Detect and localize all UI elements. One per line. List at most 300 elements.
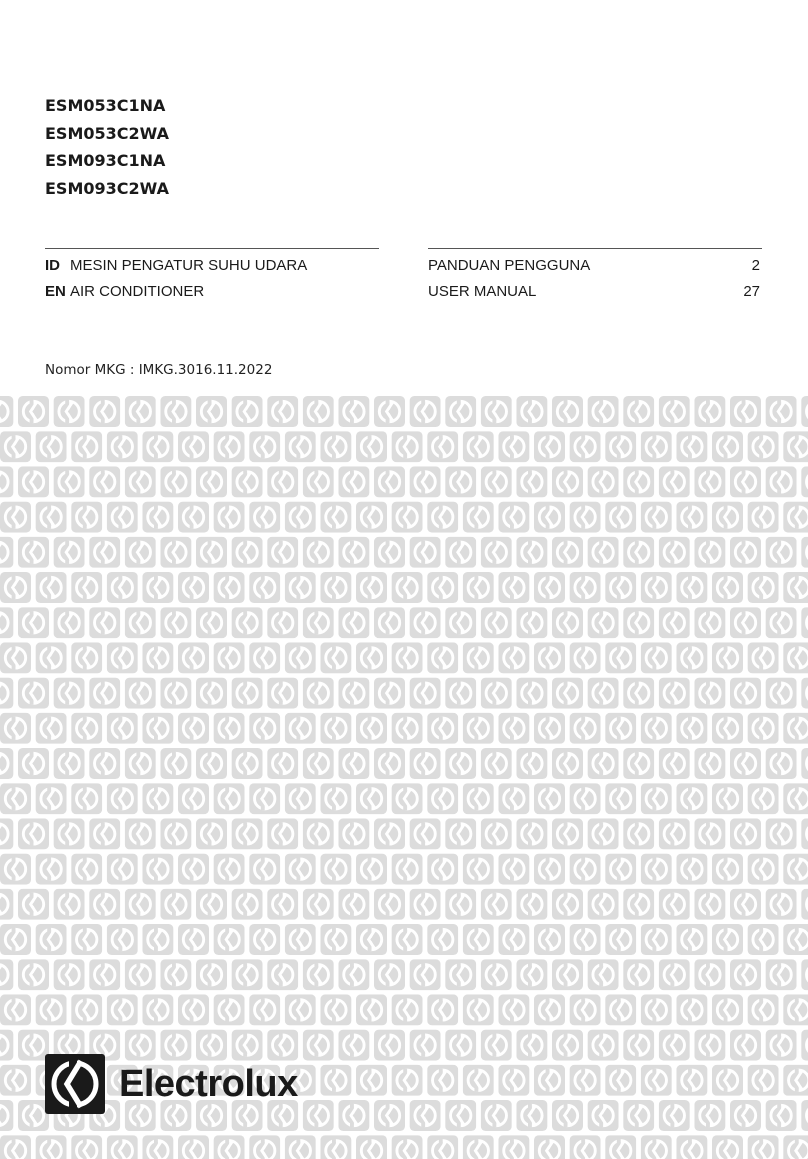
pattern-logo-tile	[232, 959, 263, 990]
pattern-logo-tile	[338, 678, 369, 709]
pattern-logo-tile	[481, 678, 512, 709]
pattern-logo-tile	[320, 854, 351, 885]
pattern-logo-tile	[410, 607, 441, 638]
pattern-logo-tile	[623, 537, 654, 568]
pattern-logo-tile	[160, 748, 191, 779]
pattern-logo-tile	[54, 396, 85, 427]
pattern-logo-tile	[712, 431, 743, 462]
pattern-logo-tile	[303, 959, 334, 990]
pattern-logo-tile	[89, 607, 120, 638]
pattern-logo-tile	[641, 783, 672, 814]
pattern-logo-tile	[356, 1135, 387, 1159]
pattern-logo-tile	[694, 959, 725, 990]
pattern-logo-tile	[783, 713, 808, 744]
pattern-logo-tile	[232, 607, 263, 638]
pattern-logo-tile	[570, 713, 601, 744]
pattern-logo-tile	[694, 537, 725, 568]
pattern-logo-tile	[605, 642, 636, 673]
manual-name: PANDUAN PENGGUNA	[428, 257, 591, 274]
pattern-logo-tile	[285, 502, 316, 533]
pattern-logo-tile	[374, 959, 405, 990]
pattern-logo-tile	[214, 431, 245, 462]
pattern-logo-tile	[463, 572, 494, 603]
pattern-logo-tile	[712, 502, 743, 533]
pattern-logo-tile	[356, 783, 387, 814]
model-number: ESM093C2WA	[45, 178, 169, 198]
pattern-logo-tile	[694, 466, 725, 497]
pattern-logo-tile	[267, 748, 298, 779]
pattern-logo-tile	[570, 1135, 601, 1159]
pattern-logo-tile	[142, 713, 173, 744]
pattern-logo-tile	[481, 959, 512, 990]
pattern-logo-tile	[463, 502, 494, 533]
pattern-logo-tile	[196, 959, 227, 990]
pattern-logo-tile	[249, 431, 280, 462]
pattern-logo-tile	[232, 818, 263, 849]
pattern-logo-tile	[36, 431, 67, 462]
pattern-logo-tile	[427, 783, 458, 814]
pattern-logo-tile	[125, 818, 156, 849]
pattern-logo-tile	[783, 924, 808, 955]
manual-name: USER MANUAL	[428, 283, 537, 300]
pattern-logo-tile	[552, 889, 583, 920]
pattern-logo-tile	[71, 783, 102, 814]
pattern-logo-tile	[356, 994, 387, 1025]
pattern-logo-tile	[534, 572, 565, 603]
pattern-logo-tile	[36, 994, 67, 1025]
pattern-logo-tile	[392, 783, 423, 814]
pattern-logo-tile	[801, 1030, 808, 1061]
pattern-logo-tile	[0, 1030, 13, 1061]
pattern-logo-tile	[552, 1100, 583, 1131]
pattern-logo-tile	[249, 572, 280, 603]
pattern-logo-tile	[285, 854, 316, 885]
pattern-logo-tile	[178, 783, 209, 814]
pattern-logo-tile	[712, 924, 743, 955]
pattern-logo-tile	[659, 607, 690, 638]
pattern-logo-tile	[676, 1135, 707, 1159]
pattern-logo-tile	[445, 466, 476, 497]
pattern-logo-tile	[427, 924, 458, 955]
pattern-logo-tile	[320, 431, 351, 462]
pattern-logo-tile	[801, 818, 808, 849]
pattern-logo-tile	[498, 854, 529, 885]
pattern-logo-tile	[748, 924, 779, 955]
pattern-logo-tile	[36, 502, 67, 533]
pattern-logo-tile	[676, 642, 707, 673]
pattern-logo-tile	[410, 748, 441, 779]
pattern-logo-tile	[783, 994, 808, 1025]
pattern-logo-tile	[107, 502, 138, 533]
pattern-logo-tile	[107, 994, 138, 1025]
pattern-logo-tile	[392, 1065, 423, 1096]
pattern-logo-tile	[659, 818, 690, 849]
pattern-logo-tile	[427, 994, 458, 1025]
pattern-logo-tile	[125, 678, 156, 709]
pattern-logo-tile	[463, 1135, 494, 1159]
pattern-logo-tile	[54, 678, 85, 709]
pattern-logo-tile	[410, 678, 441, 709]
pattern-logo-tile	[570, 924, 601, 955]
pattern-logo-tile	[712, 572, 743, 603]
pattern-logo-tile	[374, 1100, 405, 1131]
pattern-logo-tile	[338, 1030, 369, 1061]
pattern-logo-tile	[463, 854, 494, 885]
pattern-logo-tile	[160, 607, 191, 638]
pattern-logo-tile	[534, 713, 565, 744]
pattern-logo-tile	[0, 678, 13, 709]
pattern-logo-tile	[445, 537, 476, 568]
pattern-logo-tile	[54, 748, 85, 779]
pattern-logo-tile	[801, 607, 808, 638]
pattern-logo-tile	[125, 607, 156, 638]
pattern-logo-tile	[659, 889, 690, 920]
pattern-logo-tile	[534, 502, 565, 533]
logo-pattern-background	[0, 396, 808, 1159]
language-row-en	[0, 283, 808, 303]
pattern-logo-tile	[801, 748, 808, 779]
pattern-logo-tile	[588, 396, 619, 427]
pattern-logo-tile	[676, 431, 707, 462]
pattern-logo-tile	[712, 783, 743, 814]
pattern-logo-tile	[338, 1100, 369, 1131]
pattern-logo-tile	[748, 1135, 779, 1159]
pattern-logo-tile	[463, 431, 494, 462]
pattern-logo-tile	[410, 959, 441, 990]
pattern-logo-tile	[249, 642, 280, 673]
pattern-logo-tile	[303, 1100, 334, 1131]
pattern-logo-tile	[303, 818, 334, 849]
pattern-logo-tile	[534, 994, 565, 1025]
pattern-logo-tile	[249, 854, 280, 885]
pattern-logo-tile	[160, 959, 191, 990]
pattern-logo-tile	[214, 994, 245, 1025]
pattern-logo-tile	[676, 1065, 707, 1096]
pattern-logo-tile	[498, 1065, 529, 1096]
pattern-logo-tile	[694, 889, 725, 920]
pattern-logo-tile	[676, 713, 707, 744]
pattern-logo-tile	[481, 818, 512, 849]
pattern-logo-tile	[801, 889, 808, 920]
pattern-logo-tile	[125, 748, 156, 779]
pattern-logo-tile	[676, 994, 707, 1025]
pattern-logo-tile	[356, 854, 387, 885]
pattern-logo-tile	[285, 713, 316, 744]
pattern-logo-tile	[107, 642, 138, 673]
pattern-logo-tile	[481, 748, 512, 779]
pattern-logo-tile	[338, 396, 369, 427]
product-title: AIR CONDITIONER	[70, 283, 205, 300]
pattern-logo-tile	[125, 396, 156, 427]
pattern-logo-tile	[623, 678, 654, 709]
pattern-logo-tile	[54, 537, 85, 568]
pattern-logo-tile	[71, 924, 102, 955]
pattern-logo-tile	[641, 713, 672, 744]
pattern-logo-tile	[516, 466, 547, 497]
pattern-logo-tile	[552, 396, 583, 427]
divider-left	[45, 248, 379, 249]
pattern-logo-tile	[712, 1065, 743, 1096]
pattern-logo-tile	[766, 537, 797, 568]
pattern-logo-tile	[18, 537, 49, 568]
pattern-logo-tile	[534, 1135, 565, 1159]
pattern-logo-tile	[570, 994, 601, 1025]
pattern-logo-tile	[641, 502, 672, 533]
pattern-logo-tile	[427, 431, 458, 462]
pattern-logo-tile	[320, 783, 351, 814]
pattern-logo-tile	[641, 854, 672, 885]
pattern-logo-tile	[36, 713, 67, 744]
pattern-logo-tile	[392, 1135, 423, 1159]
language-code: ID	[45, 257, 60, 274]
pattern-logo-tile	[498, 572, 529, 603]
pattern-logo-tile	[463, 642, 494, 673]
pattern-logo-tile	[107, 572, 138, 603]
pattern-logo-tile	[445, 607, 476, 638]
pattern-logo-tile	[249, 924, 280, 955]
pattern-logo-tile	[142, 572, 173, 603]
pattern-logo-tile	[730, 748, 761, 779]
pattern-logo-tile	[107, 924, 138, 955]
pattern-logo-tile	[748, 783, 779, 814]
pattern-logo-tile	[676, 572, 707, 603]
pattern-logo-tile	[445, 1030, 476, 1061]
pattern-logo-tile	[178, 1135, 209, 1159]
pattern-logo-tile	[374, 889, 405, 920]
pattern-logo-tile	[748, 854, 779, 885]
pattern-logo-tile	[196, 607, 227, 638]
pattern-logo-tile	[766, 889, 797, 920]
pattern-logo-tile	[712, 994, 743, 1025]
pattern-logo-tile	[516, 1030, 547, 1061]
pattern-logo-tile	[374, 607, 405, 638]
pattern-logo-tile	[534, 642, 565, 673]
brand-name: Electrolux	[119, 1062, 298, 1105]
pattern-logo-tile	[694, 818, 725, 849]
pattern-logo-tile	[36, 924, 67, 955]
pattern-logo-tile	[801, 678, 808, 709]
pattern-logo-tile	[374, 537, 405, 568]
language-row-id	[0, 257, 808, 277]
pattern-logo-tile	[588, 818, 619, 849]
pattern-logo-tile	[142, 1135, 173, 1159]
pattern-logo-tile	[338, 466, 369, 497]
pattern-logo-tile	[410, 466, 441, 497]
pattern-logo-tile	[588, 537, 619, 568]
pattern-logo-tile	[659, 748, 690, 779]
pattern-logo-tile	[516, 396, 547, 427]
pattern-logo-tile	[676, 854, 707, 885]
pattern-logo-tile	[125, 466, 156, 497]
pattern-logo-tile	[160, 396, 191, 427]
pattern-logo-tile	[196, 748, 227, 779]
pattern-logo-tile	[107, 854, 138, 885]
pattern-logo-tile	[196, 466, 227, 497]
page-number: 27	[743, 283, 760, 300]
pattern-logo-tile	[338, 607, 369, 638]
pattern-logo-tile	[445, 1100, 476, 1131]
pattern-logo-tile	[320, 642, 351, 673]
pattern-logo-tile	[445, 396, 476, 427]
pattern-logo-tile	[427, 642, 458, 673]
pattern-logo-tile	[232, 748, 263, 779]
pattern-logo-tile	[427, 502, 458, 533]
pattern-logo-tile	[659, 537, 690, 568]
pattern-logo-tile	[605, 854, 636, 885]
pattern-logo-tile	[605, 994, 636, 1025]
pattern-logo-tile	[18, 818, 49, 849]
pattern-logo-tile	[570, 1065, 601, 1096]
pattern-logo-tile	[570, 642, 601, 673]
pattern-logo-tile	[267, 537, 298, 568]
pattern-logo-tile	[303, 466, 334, 497]
electrolux-logo-icon	[45, 1054, 105, 1114]
pattern-logo-tile	[142, 783, 173, 814]
pattern-logo-tile	[605, 924, 636, 955]
pattern-logo-tile	[71, 1135, 102, 1159]
pattern-logo-tile	[516, 1100, 547, 1131]
pattern-logo-tile	[659, 1100, 690, 1131]
pattern-logo-tile	[54, 466, 85, 497]
pattern-logo-tile	[196, 678, 227, 709]
pattern-logo-tile	[267, 889, 298, 920]
pattern-logo-tile	[445, 748, 476, 779]
pattern-logo-tile	[410, 396, 441, 427]
pattern-logo-tile	[196, 396, 227, 427]
pattern-logo-tile	[748, 1065, 779, 1096]
pattern-logo-tile	[303, 537, 334, 568]
pattern-logo-tile	[516, 889, 547, 920]
pattern-logo-tile	[320, 994, 351, 1025]
pattern-logo-tile	[445, 818, 476, 849]
pattern-logo-tile	[605, 502, 636, 533]
pattern-logo-tile	[534, 924, 565, 955]
pattern-logo-tile	[570, 431, 601, 462]
pattern-logo-tile	[178, 572, 209, 603]
pattern-logo-tile	[498, 713, 529, 744]
pattern-logo-tile	[730, 889, 761, 920]
pattern-logo-tile	[659, 678, 690, 709]
pattern-logo-tile	[338, 959, 369, 990]
pattern-logo-tile	[356, 572, 387, 603]
pattern-logo-tile	[766, 748, 797, 779]
mkg-number: Nomor MKG : IMKG.3016.11.2022	[45, 362, 273, 378]
pattern-logo-tile	[623, 889, 654, 920]
pattern-logo-tile	[249, 1135, 280, 1159]
pattern-logo-tile	[516, 748, 547, 779]
pattern-logo-tile	[712, 642, 743, 673]
pattern-logo-tile	[410, 1030, 441, 1061]
pattern-logo-tile	[730, 1100, 761, 1131]
pattern-logo-tile	[232, 889, 263, 920]
pattern-logo-tile	[267, 959, 298, 990]
pattern-logo-tile	[801, 1100, 808, 1131]
pattern-logo-tile	[36, 1135, 67, 1159]
pattern-logo-tile	[801, 959, 808, 990]
pattern-logo-tile	[249, 994, 280, 1025]
pattern-logo-tile	[588, 1100, 619, 1131]
pattern-logo-tile	[214, 783, 245, 814]
pattern-logo-tile	[0, 396, 13, 427]
pattern-logo-tile	[588, 889, 619, 920]
pattern-logo-tile	[766, 1100, 797, 1131]
pattern-logo-tile	[766, 607, 797, 638]
pattern-logo-tile	[356, 713, 387, 744]
pattern-logo-tile	[783, 502, 808, 533]
pattern-logo-tile	[392, 994, 423, 1025]
pattern-logo-tile	[160, 678, 191, 709]
pattern-logo-tile	[730, 607, 761, 638]
pattern-logo-tile	[623, 1030, 654, 1061]
pattern-logo-tile	[54, 818, 85, 849]
pattern-logo-tile	[178, 994, 209, 1025]
pattern-logo-tile	[178, 924, 209, 955]
pattern-logo-tile	[374, 1030, 405, 1061]
pattern-logo-tile	[338, 748, 369, 779]
model-list	[45, 92, 169, 202]
pattern-logo-tile	[427, 713, 458, 744]
pattern-logo-tile	[623, 959, 654, 990]
pattern-logo-tile	[54, 959, 85, 990]
pattern-logo-tile	[605, 1135, 636, 1159]
pattern-logo-tile	[498, 431, 529, 462]
pattern-logo-tile	[18, 748, 49, 779]
pattern-logo-tile	[196, 889, 227, 920]
pattern-logo-tile	[303, 607, 334, 638]
pattern-logo-tile	[356, 502, 387, 533]
pattern-logo-tile	[410, 889, 441, 920]
pattern-logo-tile	[498, 924, 529, 955]
pattern-logo-tile	[552, 748, 583, 779]
pattern-logo-tile	[730, 396, 761, 427]
pattern-logo-tile	[89, 889, 120, 920]
pattern-logo-tile	[552, 607, 583, 638]
pattern-logo-tile	[694, 748, 725, 779]
pattern-logo-tile	[178, 642, 209, 673]
pattern-logo-tile	[445, 678, 476, 709]
pattern-logo-tile	[71, 431, 102, 462]
pattern-logo-tile	[178, 431, 209, 462]
pattern-logo-tile	[214, 854, 245, 885]
pattern-logo-tile	[178, 854, 209, 885]
pattern-logo-tile	[676, 924, 707, 955]
pattern-logo-tile	[676, 502, 707, 533]
pattern-logo-tile	[392, 713, 423, 744]
pattern-logo-tile	[18, 466, 49, 497]
pattern-logo-tile	[0, 537, 13, 568]
pattern-logo-tile	[463, 783, 494, 814]
pattern-logo-tile	[125, 889, 156, 920]
pattern-logo-tile	[249, 783, 280, 814]
pattern-logo-tile	[125, 959, 156, 990]
pattern-logo-tile	[641, 1135, 672, 1159]
pattern-logo-tile	[142, 854, 173, 885]
pattern-logo-tile	[570, 572, 601, 603]
pattern-logo-tile	[730, 537, 761, 568]
pattern-logo-tile	[285, 1135, 316, 1159]
language-code: EN	[45, 283, 66, 300]
pattern-logo-tile	[712, 1135, 743, 1159]
pattern-logo-tile	[320, 1135, 351, 1159]
pattern-logo-tile	[196, 818, 227, 849]
pattern-logo-tile	[0, 748, 13, 779]
pattern-logo-tile	[641, 994, 672, 1025]
pattern-logo-tile	[0, 783, 31, 814]
pattern-logo-tile	[712, 854, 743, 885]
pattern-logo-tile	[766, 466, 797, 497]
pattern-logo-tile	[71, 572, 102, 603]
pattern-logo-tile	[214, 572, 245, 603]
